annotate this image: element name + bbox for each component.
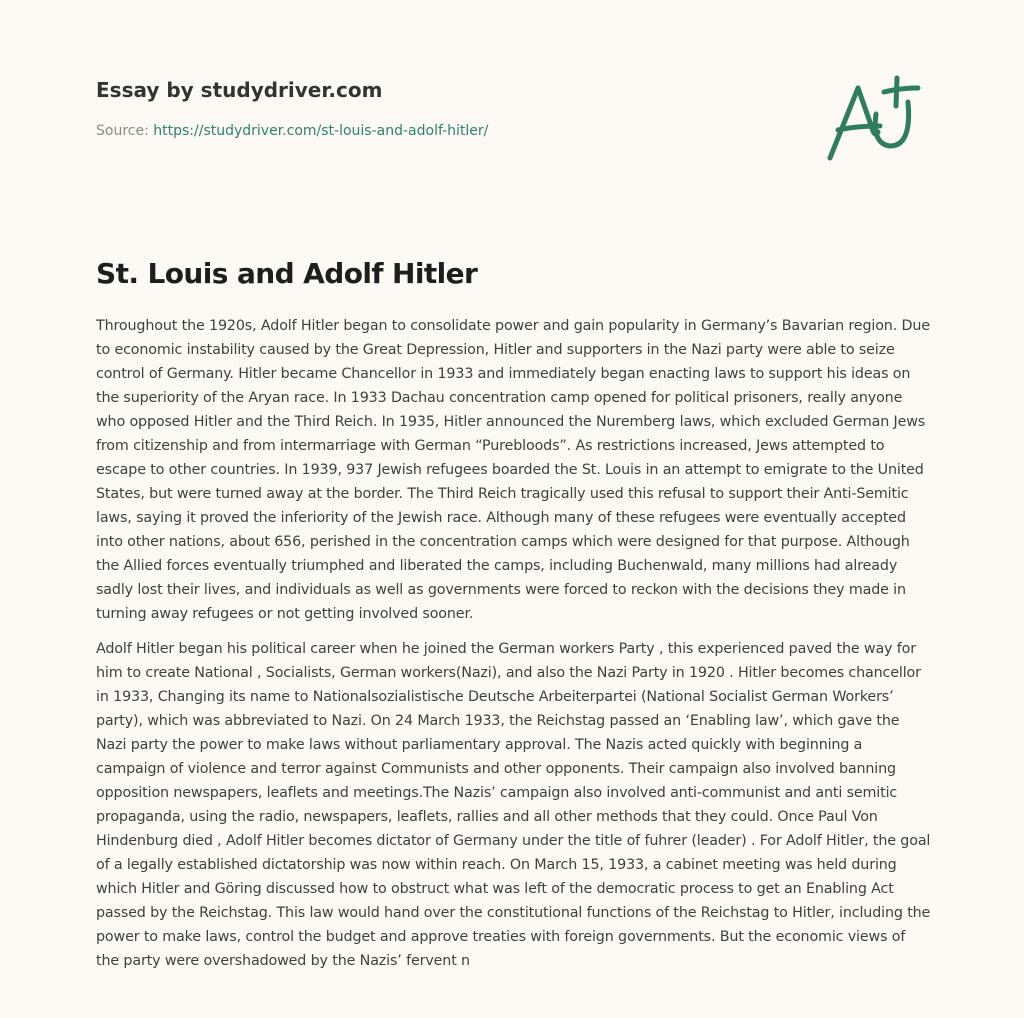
source-label: Source: <box>96 123 149 139</box>
a-plus-grade-icon <box>820 66 930 166</box>
source-line <box>96 121 816 141</box>
site-brand: Essay by studydriver.com <box>96 78 383 102</box>
essay-body <box>96 314 932 984</box>
page-header <box>96 76 816 141</box>
essay-title: St. Louis and Adolf Hitler <box>96 257 478 290</box>
essay-paragraph: Throughout the 1920s, Adolf Hitler began to consolidate power and gain popularity in Germany’s Bavarian region. Due to economic instability caused by the Great Depression, Hitler and supporters in the Nazi party were able to seize control of Germany. Hitler became Chancellor in 1933 and immediately began enacting laws to support his ideas on the superiority of the Aryan race. In 1933 Dachau concentration camp opened for political prisoners, really anyone who opposed Hitler and the Third Reich. In 1935, Hitler announced the Nuremberg laws, which excluded German Jews from citizenship and from intermarriage with German “Purebloods”. As restrictions increased, Jews attempted to escape to other countries. In 1939, 937 Jewish refugees boarded the St. Louis in an attempt to emigrate to the United States, but were turned away at the border. The Third Reich tragically used this refusal to support their Anti-Semitic laws, saying it proved the inferiority of the Jewish race. Although many of these refugees were eventually accepted into other nations, about 656, perished in the concentration camps which were designed for that purpose. Although the Allied forces eventually triumphed and liberated the camps, including Buchenwald, many millions had already sadly lost their lives, and individuals as well as governments were forced to reckon with the decisions they made in turning away refugees or not getting involved sooner. <box>96 318 930 622</box>
essay-paragraph: Adolf Hitler began his political career when he joined the German workers Party , this experienced paved the way for him to create National , Socialists, German workers(Nazi), and also the Nazi Party in 1920 . Hitler becomes chancellor in 1933, Changing its name to Nationalsozialistische Deutsche Arbeiterpartei (National Socialist German Workers’ party), which was abbreviated to Nazi. On 24 March 1933, the Reichstag passed an ‘Enabling law’, which gave the Nazi party the power to make laws without parliamentary approval. The Nazis acted quickly with beginning a campaign of violence and terror against Communists and other opponents. Their campaign also involved banning opposition newspapers, leaflets and meetings.The Nazis’ campaign also involved anti-communist and anti semitic propaganda, using the radio, newspapers, leaflets, rallies and all other methods that they could. Once Paul Von Hindenburg died , Adolf Hitler becomes dictator of Germany under the title of fuhrer (leader) . For Adolf Hitler, the goal of a legally established dictatorship was now within reach. On March 15, 1933, a cabinet meeting was held during which Hitler and Göring discussed how to obstruct what was left of the democratic process to get an Enabling Act passed by the Reichstag. This law would hand over the constitutional functions of the Reichstag to Hitler, including the power to make laws, control the budget and approve treaties with foreign governments. But the economic views of the party were overshadowed by the Nazis’ fervent n <box>96 641 931 969</box>
source-link[interactable]: https://studydriver.com/st-louis-and-adolf-hitler/ <box>153 123 489 139</box>
